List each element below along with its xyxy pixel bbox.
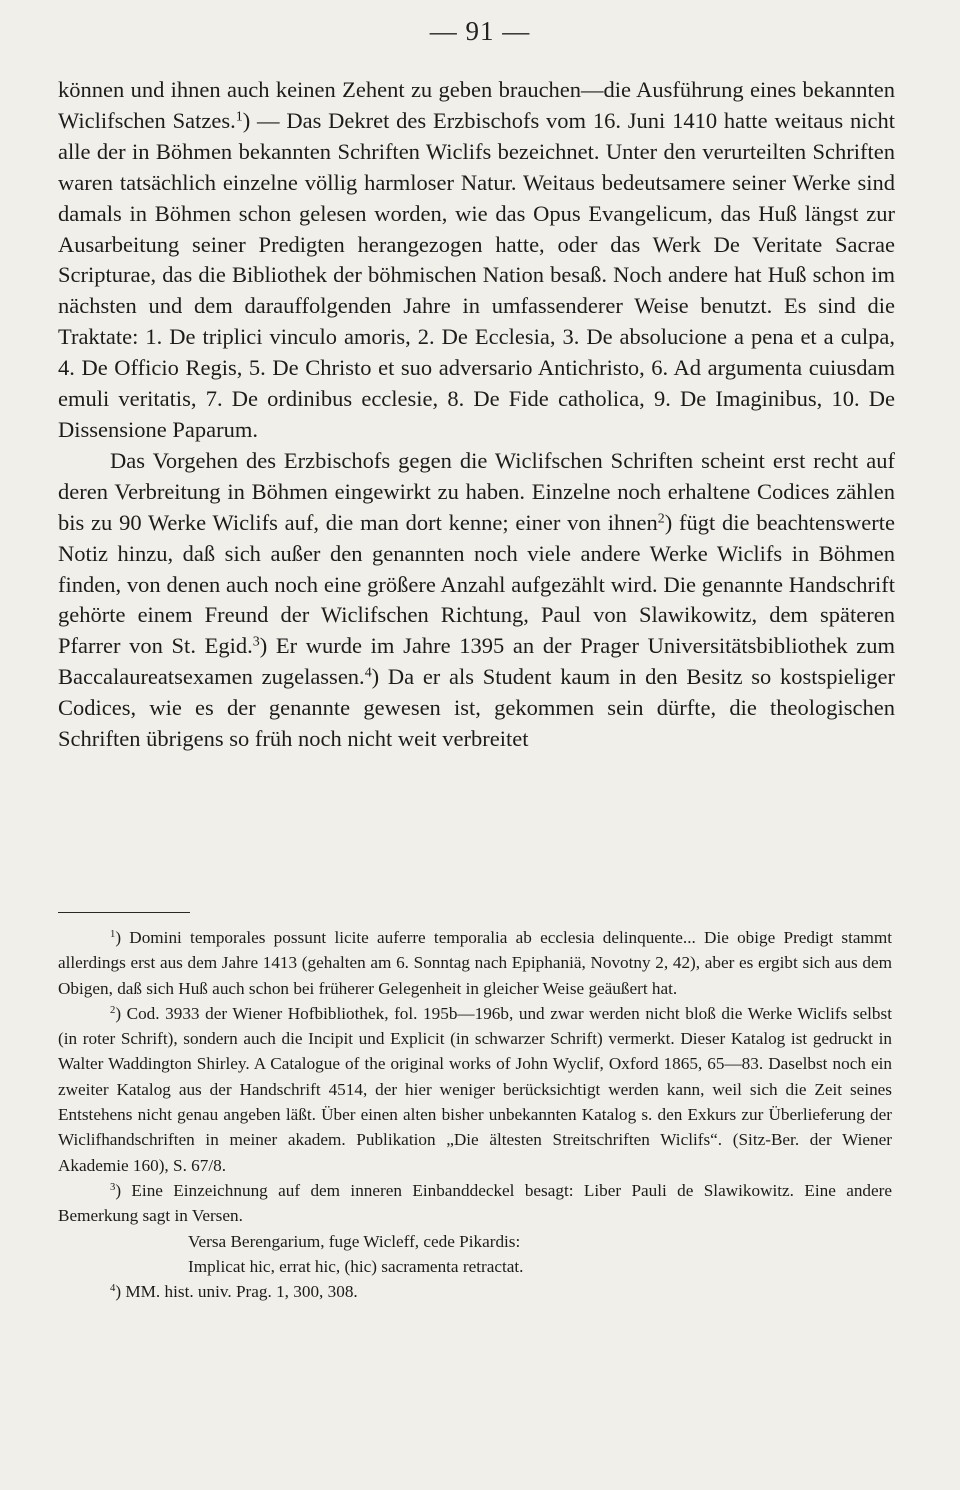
footnote-2-mark: 2 xyxy=(110,1005,116,1017)
footnote-ref-3: 3 xyxy=(252,634,260,650)
footnote-3-verse-2: Implicat hic, errat hic, (hic) sacramenta retractat. xyxy=(188,1256,524,1276)
footnote-1-text: ) Domini temporales possunt licite auferre temporalia ab ecclesia delinquente... Die obige Predigt stammt allerdings erst aus dem Jahre 1413 (gehalten am 6. Sonntag nach Epiphaniä, Novotny 2, 42), aber es ergibt sich aus dem Obigen, daß sich Huß auch schon bei früherer Gelegenheit in gleicher Weise geäußert hat. xyxy=(58,928,892,998)
footnote-4 xyxy=(58,1279,892,1304)
footnote-divider xyxy=(58,912,190,913)
footnote-ref-4: 4 xyxy=(364,665,372,681)
paragraph-2-text-d: ) Da er als Student kaum in den Besitz so kostspieliger Codices, wie es der genannte gewesen ist, gekommen sein dürfte, die theologischen Schriften übrigens so früh noch nicht weit verbreitet xyxy=(58,664,895,752)
paragraph-2-text-b: ) fügt die beachtenswerte Notiz hinzu, daß sich außer den genannten noch viele andere Werke Wiclifs in Böhmen finden, von denen auch noch eine größere Anzahl aufgezählt wird. Die genannte Handschrift gehörte einem Freund der Wiclifschen Richtung, Paul von Slawikowitz, dem späteren Pfarrer von St. Egid. xyxy=(58,509,895,659)
footnote-ref-1: 1 xyxy=(235,109,243,125)
footnote-ref-2: 2 xyxy=(657,511,665,527)
footnote-2 xyxy=(58,1001,892,1178)
footnote-4-text: ) MM. hist. univ. Prag. 1, 300, 308. xyxy=(115,1282,358,1302)
footnote-3-verse-1: Versa Berengarium, fuge Wicleff, cede Pikardis: xyxy=(188,1231,521,1251)
paragraph-1-text-b: ) — Das Dekret des Erzbischofs vom 16. Juni 1410 hatte weitaus nicht alle der in Böhmen bekannten Schriften Wiclifs bezeichnet. Unter den verurteilten Schriften waren tatsächlich einzelne völlig harmloser Natur. Weitaus bedeutsamere seiner Werke sind damals in Böhmen schon gelesen worden, wie das Opus Evangelicum, das Huß längst zur Ausarbeitung seiner Predigten herangezogen hatte, oder das Werk De Veritate Sacrae Scripturae, das die Bibliothek der böhmischen Nation besaß. Noch andere hat Huß schon im nächsten und dem darauffolgenden Jahre in umfassenderer Weise benutzt. Es sind die Traktate: 1. De triplici vinculo amoris, 2. De Ecclesia, 3. De absolucione a pena et a culpa, 4. De Officio Regis, 5. De Christo et suo adversario Antichristo, 6. Ad argumenta cuiusdam emuli veritatis, 7. De ordinibus ecclesie, 8. De Fide catholica, 9. De Imaginibus, 10. De Dissensione Paparum. xyxy=(58,107,895,442)
footnotes xyxy=(58,925,892,1304)
paragraph-2-text-c: ) Er wurde im Jahre 1395 an der Prager Universitätsbibliothek zum Baccalaureatsexamen zugelassen. xyxy=(58,633,895,690)
footnote-3 xyxy=(58,1178,892,1229)
footnote-2-text: ) Cod. 3933 der Wiener Hofbibliothek, fol. 195b—196b, und zwar werden nicht bloß die Werke Wiclifs selbst (in roter Schrift), sondern auch die Incipit und Explicit (in schwarzer Schrift) vermerkt. Dieser Katalog ist gedruckt in Walter Waddington Shirley. A Catalogue of the original works of John Wyclif, Oxford 1865, 65—83. Daselbst noch ein zweiter Katalog aus der Handschrift 4514, der hier weniger berücksichtigt werden kann, weil sich die Zeit seines Entstehens nicht genau angeben läßt. Über einen alten bisher unbekannten Katalog s. den Exkurs zur Überlieferung der Wiclifhandschriften in meiner akadem. Publikation „Die ältesten Streitschriften Wiclifs“. (Sitz-Ber. der Wiener Akademie 160), S. 67/8. xyxy=(58,1003,892,1175)
paragraph-2-text-a: Das Vorgehen des Erzbischofs gegen die Wiclifschen Schriften scheint erst recht auf deren Verbreitung in Böhmen eingewirkt zu haben. Einzelne noch erhaltene Codices zählen bis zu 90 Werke Wiclifs auf, die man dort kenne; einer von ihnen xyxy=(58,447,895,535)
paragraph-1-text-a: können und ihnen auch keinen Zehent zu geben brauchen—die Ausführung eines bekannten Wiclifschen Satzes. xyxy=(58,77,895,133)
footnote-3-mark: 3 xyxy=(110,1182,116,1194)
main-text xyxy=(58,75,895,755)
paragraph-2 xyxy=(58,446,895,755)
footnote-1-mark: 1 xyxy=(110,929,116,941)
page-number: — 91 — xyxy=(429,16,531,46)
footnote-1 xyxy=(58,925,892,1001)
paragraph-1 xyxy=(58,75,895,446)
footnote-3-text: ) Eine Einzeichnung auf dem inneren Einbanddeckel besagt: Liber Pauli de Slawikowitz. Eine andere Bemerkung sagt in Versen. xyxy=(58,1180,892,1226)
footnote-4-mark: 4 xyxy=(110,1283,116,1295)
